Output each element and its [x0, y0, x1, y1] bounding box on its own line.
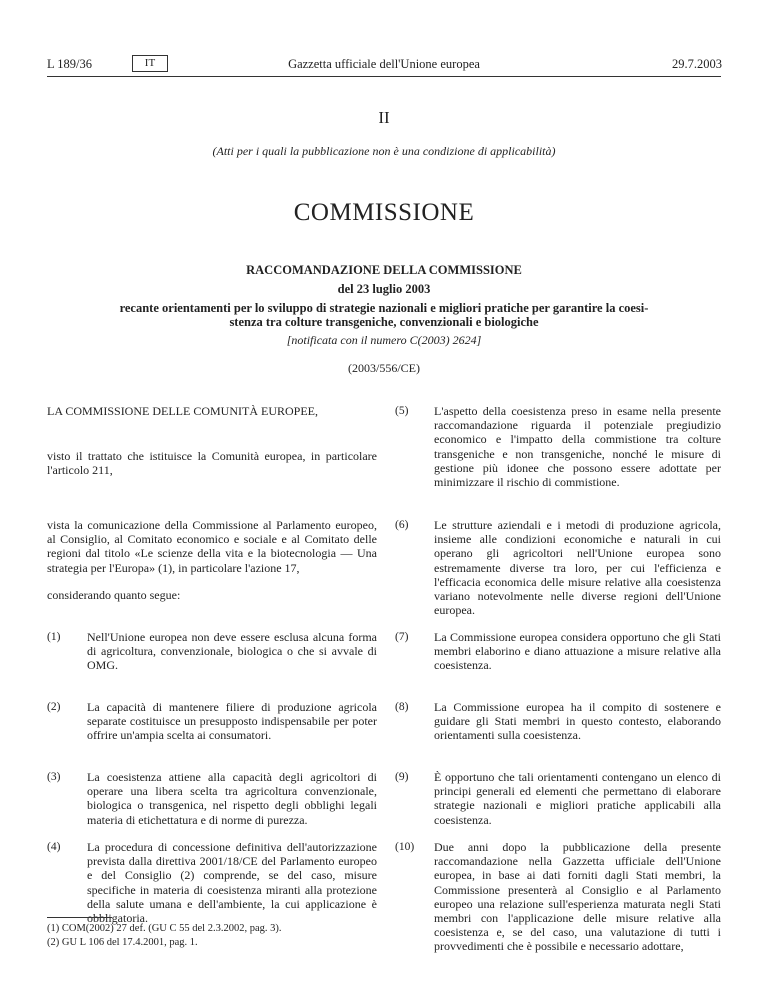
- list-item: Due anni dopo la pubblicazione della presente raccomandazione nella Gazzetta ufficiale dell'Unione europea, in base ai dati forniti dagli Stati membri, la Commissione presenterà al Consiglio e al Parlamento europeo una relazione sull'esperienza maturata negli Stati membri con l'applicazione delle misure relative alla coesistenza e, se del caso, una valutazione di tutti i provvedimenti che è possibile e necessario adottare,: [434, 840, 721, 954]
- section-number: II: [378, 108, 390, 127]
- list-item: L'aspetto della coesistenza preso in esame nella presente raccomandazione riguarda il potenziale pregiudizio economico e l'impatto della commistione tra colture transgeniche e non transgeniche, nonché le misure di gestione più idonee che possono essere adottate per minimizzare il rischio di commistione.: [434, 404, 721, 490]
- institution-heading: COMMISSIONE: [293, 199, 475, 226]
- journal-title: Gazzetta ufficiale dell'Unione europea: [288, 57, 480, 71]
- item-number: (1): [47, 631, 61, 643]
- item-number: (4): [47, 841, 61, 853]
- recital-vista: vista la comunicazione della Commissione al Parlamento europeo, al Consiglio, al Comitato economico e sociale e al Comitato delle regioni dal titolo «Le scienze della vita e la biotecnologia — Una strategia per l'Europa» (1), in particolare l'azione 17,: [47, 518, 377, 575]
- item-number: (7): [395, 631, 409, 643]
- item-number: (8): [395, 701, 409, 713]
- list-item: La capacità di mantenere filiere di produzione agricola separate costituisce un presupposto indispensabile per poter offrire un'ampia scelta ai consumatori.: [87, 700, 377, 743]
- list-item: La Commissione europea ha il compito di sostenere e guidare gli Stati membri in questo contesto, elaborando orientamenti sulla coesistenza.: [434, 700, 721, 743]
- item-number: (6): [395, 519, 409, 531]
- act-subject-line-2: stenza tra colture transgeniche, convenzionali e biologiche: [229, 315, 539, 329]
- document-number: (2003/556/CE): [348, 361, 420, 375]
- footnote: [47, 937, 198, 948]
- language-box: IT: [132, 55, 168, 72]
- list-item: Le strutture aziendali e i metodi di produzione agricola, insieme alle condizioni economiche e naturali in cui operano gli agricoltori nell'Unione europea sono estremamente diverse tra loro, per cui l'efficienza e l'efficacia economica delle misure relative alla coesistenza variano notevolmente nelle diverse regioni dell'Unione europea.: [434, 518, 721, 618]
- footnote-mark: (1): [47, 923, 60, 934]
- list-item: La procedura di concessione definitiva dell'autorizzazione prevista dalla direttiva 2001/18/CE del Parlamento europeo e del Consiglio (2) comprende, se del caso, misure specifiche in materia di coesistenza miranti alla protezione della salute umana e dell'ambiente, la cui applicazione è obbligatoria.: [87, 840, 377, 926]
- act-title: RACCOMANDAZIONE DELLA COMMISSIONE: [246, 263, 522, 277]
- footnote-text: COM(2002) 27 def. (GU C 55 del 2.3.2002, pag. 3).: [61, 923, 282, 934]
- footnote: [47, 923, 281, 934]
- list-item: La coesistenza attiene alla capacità degli agricoltori di operare una libera scelta tra agricoltura convenzionale, biologica o transgenica, nel rispetto degli obblighi legali materia di etichettatura e di norme di purezza.: [87, 770, 377, 827]
- footnote-text: GU L 106 del 17.4.2001, pag. 1.: [61, 937, 198, 948]
- item-number: (2): [47, 701, 61, 713]
- list-item: La Commissione europea considera opportuno che gli Stati membri elaborino e diano attuazione a misure relative alla coesistenza.: [434, 630, 721, 673]
- header-rule: [47, 76, 721, 77]
- publication-date: 29.7.2003: [672, 57, 722, 71]
- footnote-rule: [47, 917, 112, 918]
- footnote-mark: (2): [47, 937, 60, 948]
- considerando: considerando quanto segue:: [47, 588, 181, 602]
- section-note: (Atti per i quali la pubblicazione non è una condizione di applicabilità): [212, 144, 556, 158]
- list-item: È opportuno che tali orientamenti contengano un elenco di principi generali ed elementi che permettano di elaborare strategie nazionali e migliori pratiche applicabili alla coesistenza.: [434, 770, 721, 827]
- item-number: (10): [395, 841, 415, 853]
- notification-number: [notificata con il numero C(2003) 2624]: [286, 333, 482, 347]
- item-number: (3): [47, 771, 61, 783]
- act-date: del 23 luglio 2003: [337, 282, 431, 296]
- preamble: LA COMMISSIONE DELLE COMUNITÀ EUROPEE,: [47, 404, 318, 418]
- recital-visto: visto il trattato che istituisce la Comunità europea, in particolare l'articolo 211,: [47, 449, 377, 478]
- page-reference: L 189/36: [47, 57, 93, 71]
- item-number: (5): [395, 405, 409, 417]
- item-number: (9): [395, 771, 409, 783]
- act-subject-line-1: recante orientamenti per lo sviluppo di strategie nazionali e migliori pratiche per garantire la coesi-: [119, 301, 649, 315]
- list-item: Nell'Unione europea non deve essere esclusa alcuna forma di agricoltura, convenzionale, biologica o che si avvale di OMG.: [87, 630, 377, 673]
